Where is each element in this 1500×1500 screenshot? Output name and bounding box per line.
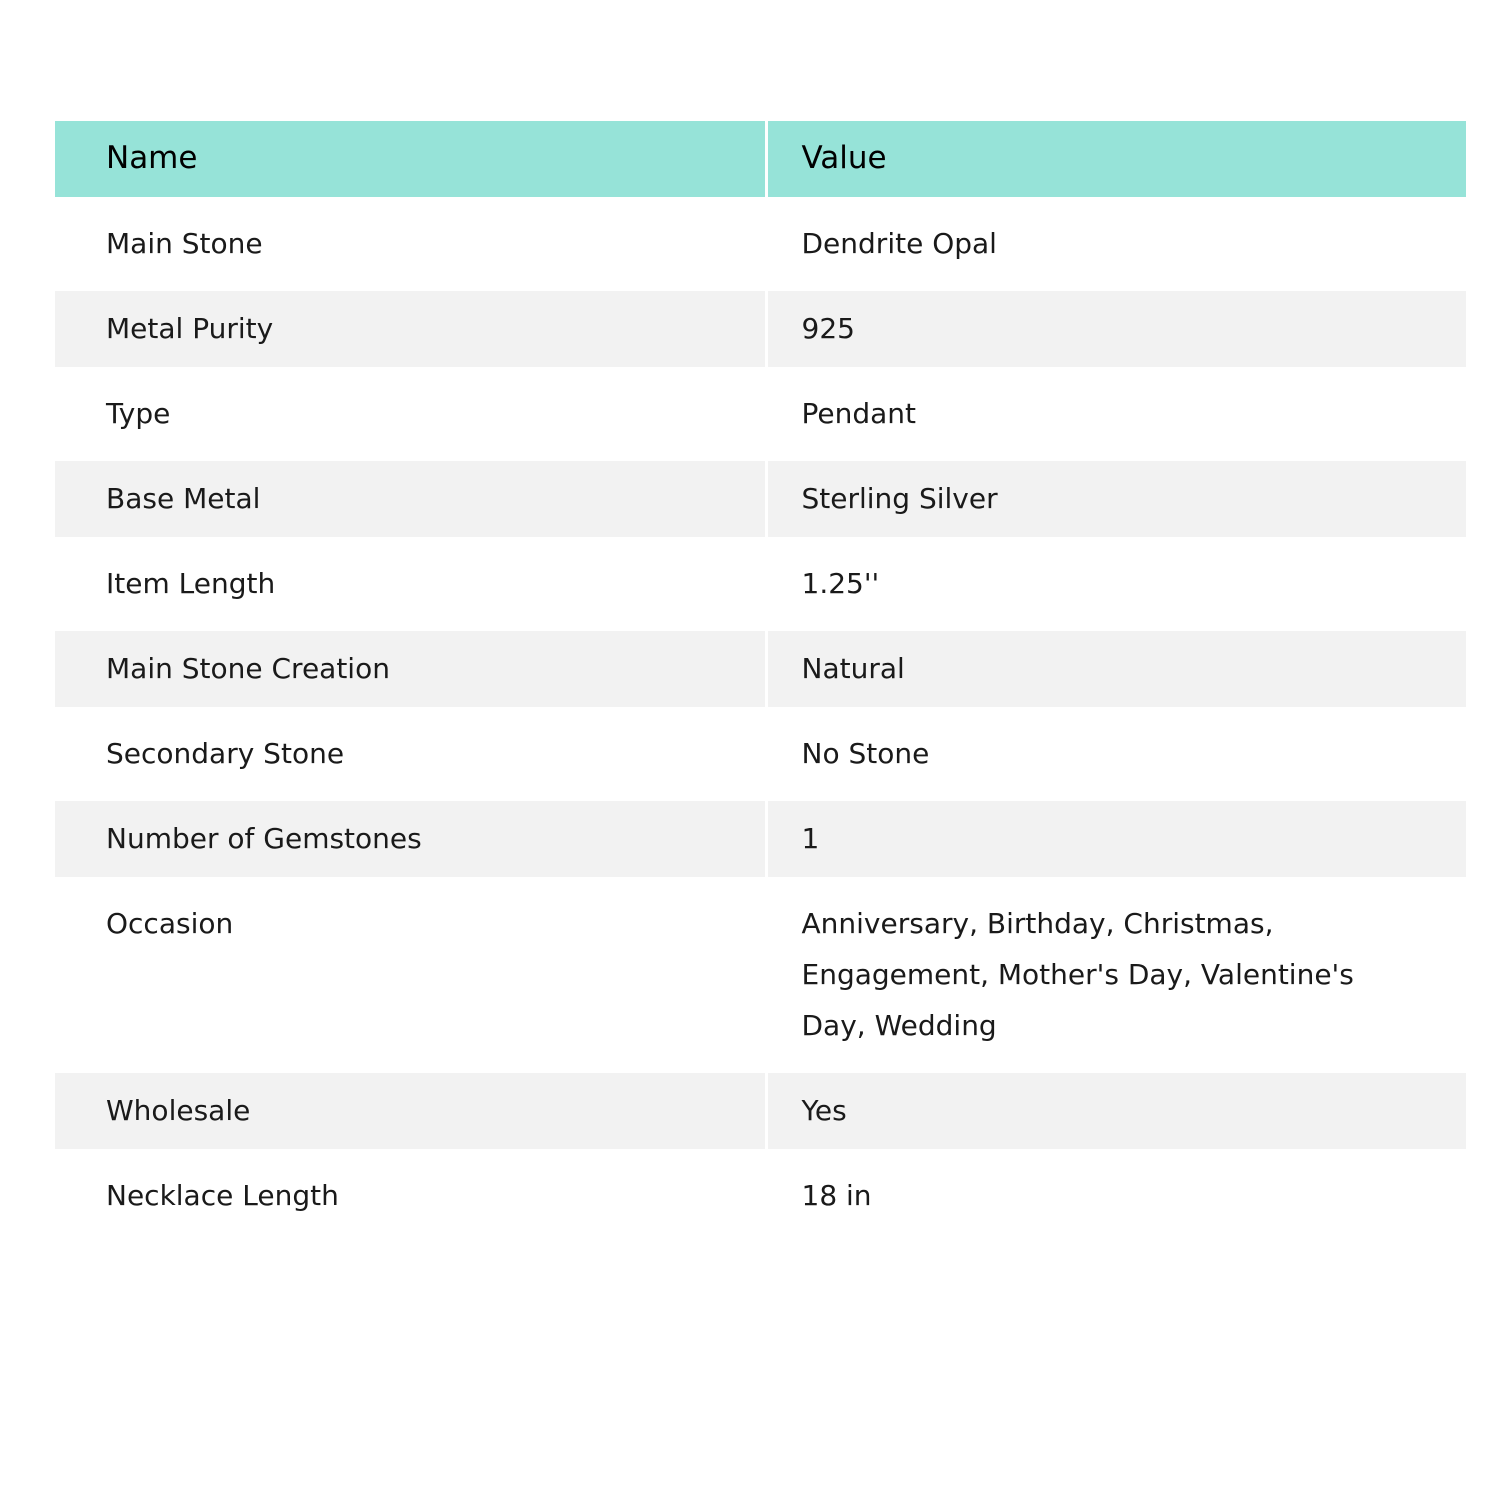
table-row (55, 1149, 1466, 1243)
column-header-name: Name (55, 121, 766, 197)
row-name-cell: Base Metal (55, 461, 766, 537)
row-value-cell: 18 in (766, 1149, 1466, 1243)
row-value-cell: No Stone (766, 707, 1466, 801)
row-name-cell: Occasion (55, 877, 766, 1073)
row-name-cell: Main Stone Creation (55, 631, 766, 707)
table-row (55, 197, 1466, 291)
row-value-cell: Pendant (766, 367, 1466, 461)
table-row (55, 631, 1466, 707)
row-value-cell: Anniversary, Birthday, Christmas, Engagement, Mother's Day, Valentine's Day, Wedding (766, 877, 1466, 1073)
row-value-cell: Natural (766, 631, 1466, 707)
row-value-cell: 1 (766, 801, 1466, 877)
row-name-cell: Main Stone (55, 197, 766, 291)
row-name-cell: Wholesale (55, 1073, 766, 1149)
table-row (55, 801, 1466, 877)
table-row (55, 461, 1466, 537)
specifications-table (55, 121, 1466, 1243)
row-name-cell: Metal Purity (55, 291, 766, 367)
header-row (55, 121, 1466, 197)
row-value-cell: Dendrite Opal (766, 197, 1466, 291)
table-row (55, 367, 1466, 461)
row-value-cell: Sterling Silver (766, 461, 1466, 537)
table-row (55, 877, 1466, 1073)
column-header-value: Value (766, 121, 1466, 197)
row-name-cell: Necklace Length (55, 1149, 766, 1243)
row-value-cell: 1.25'' (766, 537, 1466, 631)
row-name-cell: Type (55, 367, 766, 461)
table-row (55, 291, 1466, 367)
table-body (55, 197, 1466, 1243)
table-row (55, 707, 1466, 801)
row-name-cell: Secondary Stone (55, 707, 766, 801)
row-name-cell: Number of Gemstones (55, 801, 766, 877)
table-header (55, 121, 1466, 197)
table-row (55, 1073, 1466, 1149)
row-value-cell: Yes (766, 1073, 1466, 1149)
row-value-cell: 925 (766, 291, 1466, 367)
row-name-cell: Item Length (55, 537, 766, 631)
table-row (55, 537, 1466, 631)
